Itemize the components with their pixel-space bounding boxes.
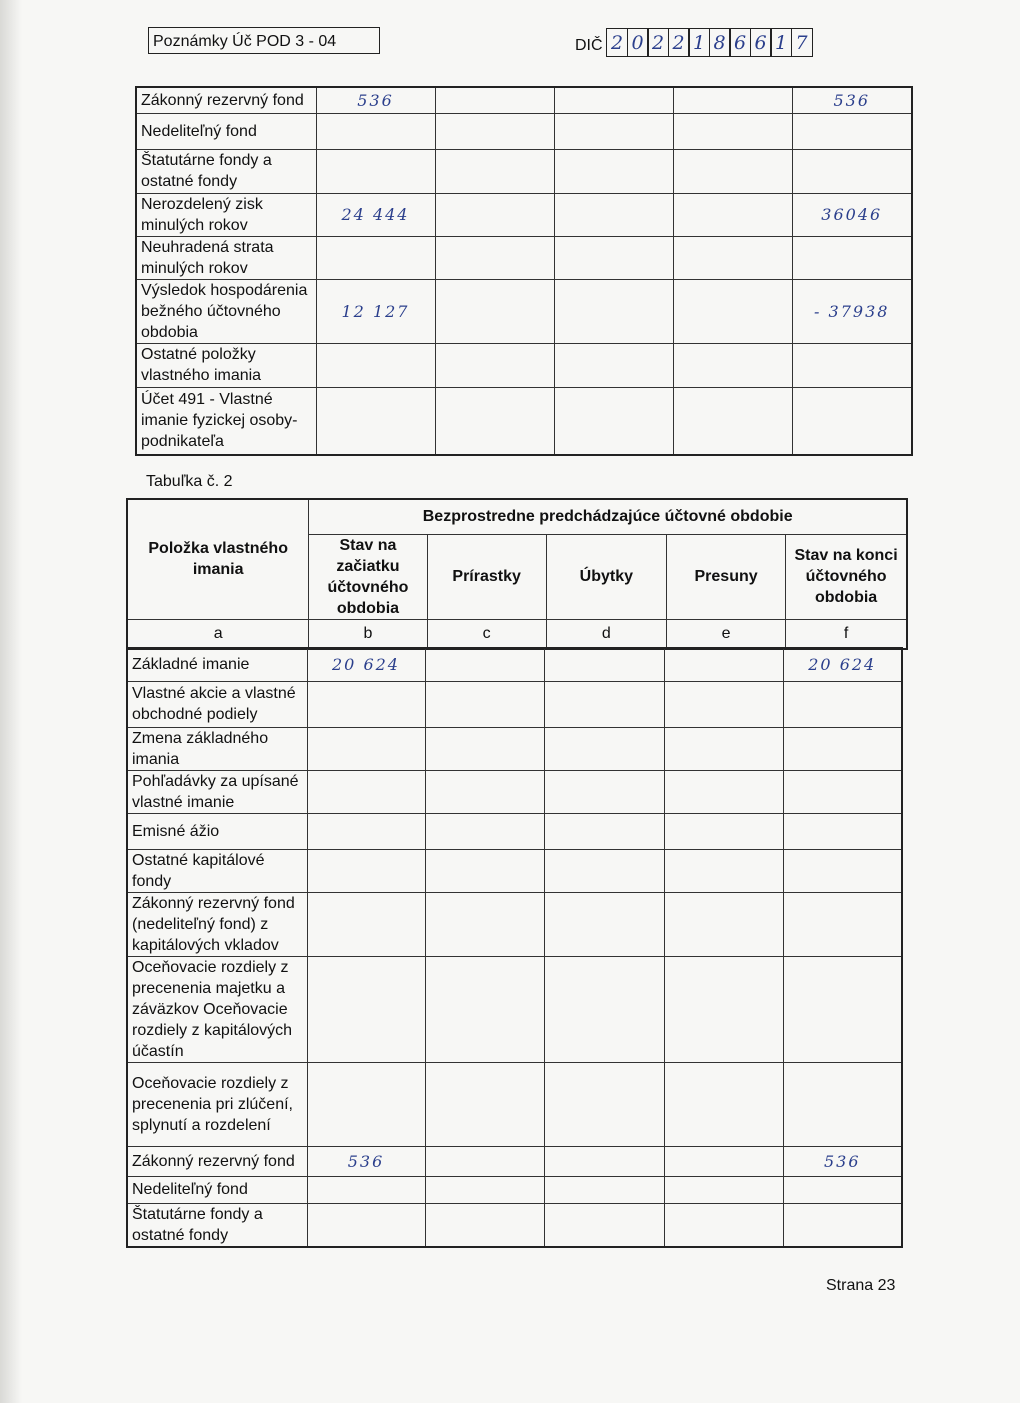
table-row: [136, 387, 912, 455]
page-edge-shadow: [0, 0, 22, 1403]
row-label: Oceňovacie rozdiely z precenenia pri zlúčení, splynutí a rozdelení: [127, 1062, 307, 1146]
value-cell: [673, 387, 792, 455]
value-cell: [783, 956, 902, 1062]
table-row: [127, 1146, 902, 1176]
col-item-header: Položka vlastného imania: [127, 499, 309, 619]
value-cell: [307, 770, 425, 813]
value-cell: [664, 892, 783, 956]
value-cell: [783, 892, 902, 956]
dic-digit: 6: [750, 28, 772, 57]
col-letter: d: [546, 619, 666, 649]
value-cell: [664, 727, 783, 770]
value-cell: [783, 727, 902, 770]
value-cell: [554, 87, 673, 113]
equity-table-previous: [126, 647, 903, 1248]
value-cell: [316, 387, 435, 455]
dic-number: [606, 28, 811, 57]
row-label: Emisné ážio: [127, 813, 307, 849]
table-row: [127, 892, 902, 956]
value-cell: [544, 813, 664, 849]
value-cell: [792, 343, 912, 387]
table-row: [127, 770, 902, 813]
value-cell: 536: [316, 87, 435, 113]
value-cell: 536: [307, 1146, 425, 1176]
value-cell: [316, 113, 435, 149]
value-cell: [544, 1146, 664, 1176]
value-cell: [425, 648, 544, 681]
dic-digit: 0: [627, 28, 649, 57]
row-label: Účet 491 - Vlastné imanie fyzickej osoby-podnikateľa: [136, 387, 316, 455]
row-label: Vlastné akcie a vlastné obchodné podiely: [127, 681, 307, 727]
row-label: Nerozdelený zisk minulých rokov: [136, 193, 316, 236]
value-cell: [673, 113, 792, 149]
period-header: Bezprostredne predchádzajúce účtovné obdobie: [309, 499, 907, 534]
row-label: Nedeliteľný fond: [136, 113, 316, 149]
row-label: Ostatné kapitálové fondy: [127, 849, 307, 892]
value-cell: [307, 892, 425, 956]
value-cell: [783, 1176, 902, 1203]
value-cell: [664, 648, 783, 681]
value-cell: [783, 1062, 902, 1146]
col-end-header: Stav na konci účtovného obdobia: [786, 534, 907, 619]
value-cell: [544, 770, 664, 813]
table-row: [127, 681, 902, 727]
row-label: Výsledok hospodárenia bežného účtovného obdobia: [136, 279, 316, 343]
value-cell: [673, 193, 792, 236]
dic-digit: 1: [688, 28, 710, 57]
value-cell: [544, 1176, 664, 1203]
value-cell: [544, 849, 664, 892]
page-number: Strana 23: [826, 1277, 896, 1294]
value-cell: [435, 113, 554, 149]
dic-digit: 2: [647, 28, 669, 57]
col-letter: c: [427, 619, 546, 649]
value-cell: [664, 1203, 783, 1247]
value-cell: [435, 149, 554, 193]
table-row: [127, 648, 902, 681]
value-cell: [316, 149, 435, 193]
row-label: Základné imanie: [127, 648, 307, 681]
value-cell: [554, 387, 673, 455]
table-row: [136, 236, 912, 279]
row-label: Zmena základného imania: [127, 727, 307, 770]
table-row: [136, 343, 912, 387]
value-cell: [425, 956, 544, 1062]
value-cell: [307, 1176, 425, 1203]
row-label: Ostatné položky vlastného imania: [136, 343, 316, 387]
value-cell: [307, 1062, 425, 1146]
col-increase-header: Prírastky: [427, 534, 546, 619]
value-cell: [783, 849, 902, 892]
value-cell: [792, 236, 912, 279]
value-cell: [673, 343, 792, 387]
value-cell: [664, 813, 783, 849]
form-title: Poznámky Úč POD 3 - 04: [148, 27, 380, 54]
table-row: [127, 1203, 902, 1247]
table-row: [136, 279, 912, 343]
table-row: [127, 813, 902, 849]
value-cell: [307, 727, 425, 770]
value-cell: [792, 113, 912, 149]
dic-digit: 7: [791, 28, 813, 57]
value-cell: [435, 193, 554, 236]
row-label: Neuhradená strata minulých rokov: [136, 236, 316, 279]
value-cell: [554, 236, 673, 279]
row-label: Oceňovacie rozdiely z precenenia majetku a záväzkov Oceňovacie rozdiely z kapitálových účastín: [127, 956, 307, 1062]
table-row: [136, 149, 912, 193]
value-cell: [783, 1203, 902, 1247]
table-row: [127, 849, 902, 892]
dic-digit: 6: [729, 28, 751, 57]
value-cell: 12 127: [316, 279, 435, 343]
value-cell: [544, 1203, 664, 1247]
value-cell: 36046: [792, 193, 912, 236]
value-cell: [435, 236, 554, 279]
value-cell: [664, 681, 783, 727]
table-row: [136, 87, 912, 113]
table-row: [127, 1062, 902, 1146]
table-row: [136, 193, 912, 236]
value-cell: [425, 770, 544, 813]
row-label: Nedeliteľný fond: [127, 1176, 307, 1203]
value-cell: [664, 956, 783, 1062]
col-letter: e: [666, 619, 785, 649]
value-cell: [425, 813, 544, 849]
value-cell: [554, 193, 673, 236]
value-cell: [544, 1062, 664, 1146]
value-cell: [425, 1146, 544, 1176]
row-label: Zákonný rezervný fond (nedeliteľný fond) z kapitálových vkladov: [127, 892, 307, 956]
dic-digit: 2: [668, 28, 690, 57]
value-cell: [425, 681, 544, 727]
value-cell: 24 444: [316, 193, 435, 236]
value-cell: [664, 770, 783, 813]
value-cell: [425, 849, 544, 892]
equity-table-current: [135, 86, 913, 456]
table-row: [127, 956, 902, 1062]
value-cell: [664, 1062, 783, 1146]
dic-digit: 2: [606, 28, 628, 57]
value-cell: [664, 849, 783, 892]
value-cell: [425, 1203, 544, 1247]
value-cell: [435, 387, 554, 455]
value-cell: [792, 149, 912, 193]
value-cell: - 37938: [792, 279, 912, 343]
col-transfer-header: Presuny: [666, 534, 785, 619]
value-cell: [544, 892, 664, 956]
value-cell: 20 624: [783, 648, 902, 681]
value-cell: [673, 236, 792, 279]
value-cell: [554, 113, 673, 149]
row-label: Pohľadávky za upísané vlastné imanie: [127, 770, 307, 813]
value-cell: [664, 1176, 783, 1203]
dic-digit: 8: [709, 28, 731, 57]
value-cell: [554, 343, 673, 387]
value-cell: [316, 236, 435, 279]
value-cell: [307, 813, 425, 849]
value-cell: [425, 727, 544, 770]
value-cell: [544, 956, 664, 1062]
value-cell: 20 624: [307, 648, 425, 681]
dic-label: DIČ: [575, 37, 603, 54]
value-cell: [307, 849, 425, 892]
col-letter: b: [309, 619, 427, 649]
col-letter: f: [786, 619, 907, 649]
value-cell: [664, 1146, 783, 1176]
value-cell: [435, 279, 554, 343]
value-cell: 536: [792, 87, 912, 113]
value-cell: [544, 681, 664, 727]
value-cell: [783, 813, 902, 849]
col-start-header: Stav na začiatku účtovného obdobia: [309, 534, 427, 619]
value-cell: [435, 343, 554, 387]
value-cell: [435, 87, 554, 113]
value-cell: [307, 956, 425, 1062]
value-cell: [673, 149, 792, 193]
value-cell: [673, 279, 792, 343]
value-cell: [307, 681, 425, 727]
value-cell: [307, 1203, 425, 1247]
table-row: [136, 113, 912, 149]
row-label: Zákonný rezervný fond: [127, 1146, 307, 1176]
row-label: Štatutárne fondy a ostatné fondy: [136, 149, 316, 193]
row-label: Zákonný rezervný fond: [136, 87, 316, 113]
value-cell: [673, 87, 792, 113]
value-cell: [783, 770, 902, 813]
table2-title: Tabuľka č. 2: [146, 473, 233, 490]
dic-digit: 1: [770, 28, 792, 57]
value-cell: [425, 892, 544, 956]
value-cell: [554, 279, 673, 343]
value-cell: [425, 1062, 544, 1146]
value-cell: [783, 681, 902, 727]
table-row: [127, 1176, 902, 1203]
value-cell: [554, 149, 673, 193]
col-letter: a: [127, 619, 309, 649]
value-cell: 536: [783, 1146, 902, 1176]
value-cell: [792, 387, 912, 455]
equity-table-previous-header: [126, 498, 908, 650]
value-cell: [544, 727, 664, 770]
col-decrease-header: Úbytky: [546, 534, 666, 619]
value-cell: [425, 1176, 544, 1203]
value-cell: [316, 343, 435, 387]
value-cell: [544, 648, 664, 681]
table-row: [127, 727, 902, 770]
row-label: Štatutárne fondy a ostatné fondy: [127, 1203, 307, 1247]
